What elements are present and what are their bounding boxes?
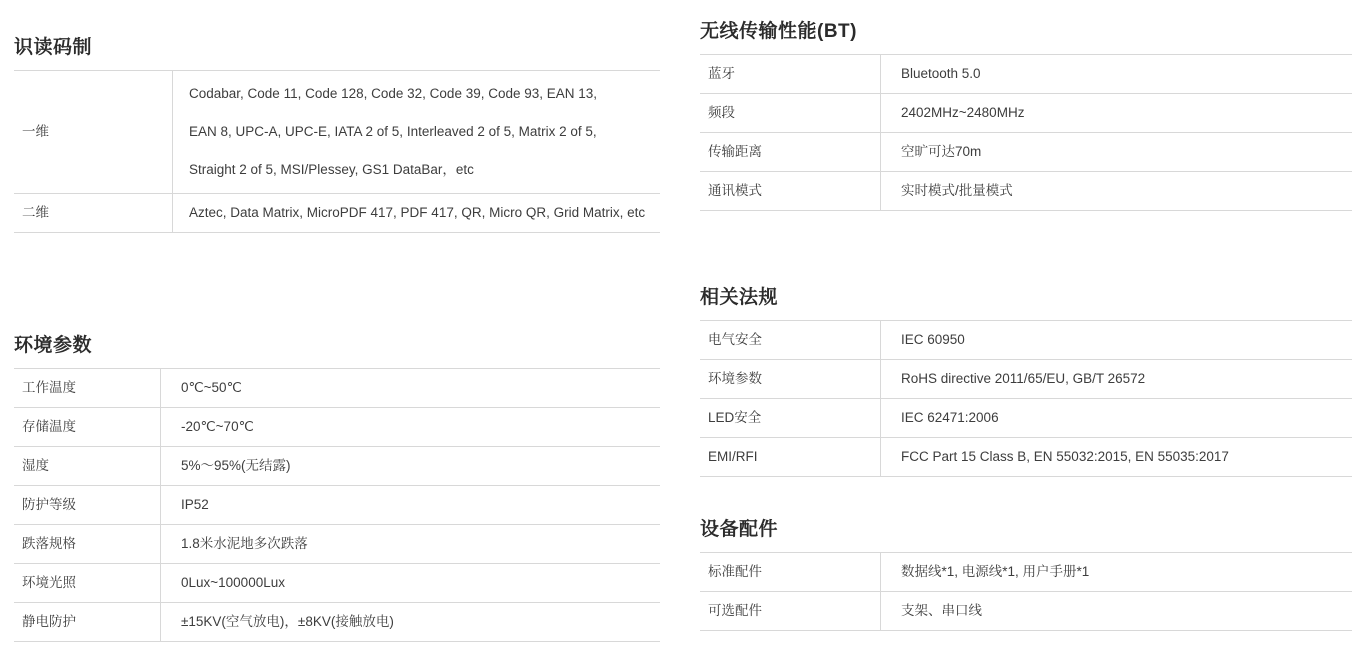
table-row xyxy=(700,172,1352,211)
table-row xyxy=(14,486,660,525)
row-value: 2402MHz~2480MHz xyxy=(881,94,1353,133)
row-value: FCC Part 15 Class B, EN 55032:2015, EN 55035:2017 xyxy=(881,438,1353,477)
row-key: 通讯模式 xyxy=(700,172,881,211)
section-regulations xyxy=(700,286,1352,477)
row-value: IP52 xyxy=(161,486,661,525)
row-value: Bluetooth 5.0 xyxy=(881,55,1353,94)
table-row xyxy=(14,603,660,642)
section-environment xyxy=(14,334,660,642)
row-value: IEC 62471:2006 xyxy=(881,399,1353,438)
row-key: 一维 xyxy=(14,71,173,194)
table-row xyxy=(700,592,1352,631)
row-key: 环境参数 xyxy=(700,360,881,399)
row-key: LED安全 xyxy=(700,399,881,438)
table-barcode-symbologies xyxy=(14,70,660,233)
section-title-wireless-bt: 无线传输性能(BT) xyxy=(700,21,857,42)
section-accessories xyxy=(700,518,1352,631)
table-row xyxy=(14,71,660,194)
table-environment xyxy=(14,368,660,642)
row-value: 0℃~50℃ xyxy=(161,369,661,408)
row-key: 二维 xyxy=(14,194,173,233)
row-value: 5%～95%(无结露) xyxy=(161,447,661,486)
section-title-environment: 环境参数 xyxy=(14,335,93,356)
table-row xyxy=(700,55,1352,94)
row-key: 传输距离 xyxy=(700,133,881,172)
row-value-line: EAN 8, UPC-A, UPC-E, IATA 2 of 5, Interleaved 2 of 5, Matrix 2 of 5, xyxy=(189,124,597,139)
row-value-line: Codabar, Code 11, Code 128, Code 32, Code 39, Code 93, EAN 13, xyxy=(189,86,598,101)
row-value: 数据线*1, 电源线*1, 用户手册*1 xyxy=(881,553,1353,592)
table-wireless-bt xyxy=(700,54,1352,211)
row-value: IEC 60950 xyxy=(881,321,1353,360)
section-barcode-symbologies xyxy=(14,36,660,233)
table-row xyxy=(14,564,660,603)
row-value xyxy=(173,71,661,194)
row-key: 电气安全 xyxy=(700,321,881,360)
row-key: EMI/RFI xyxy=(700,438,881,477)
row-key: 工作温度 xyxy=(14,369,161,408)
table-row xyxy=(700,360,1352,399)
row-value: 空旷可达70m xyxy=(881,133,1353,172)
row-key: 防护等级 xyxy=(14,486,161,525)
table-row xyxy=(14,408,660,447)
row-value-line: Straight 2 of 5, MSI/Plessey, GS1 DataBar，etc xyxy=(189,162,474,177)
table-row xyxy=(700,553,1352,592)
row-key: 可选配件 xyxy=(700,592,881,631)
table-row xyxy=(700,399,1352,438)
row-value: ±15KV(空气放电)，±8KV(接触放电) xyxy=(161,603,661,642)
table-row xyxy=(700,438,1352,477)
row-key: 存储温度 xyxy=(14,408,161,447)
row-value: Aztec, Data Matrix, MicroPDF 417, PDF 417, QR, Micro QR, Grid Matrix, etc xyxy=(173,194,661,233)
row-key: 跌落规格 xyxy=(14,525,161,564)
row-value: 支架、串口线 xyxy=(881,592,1353,631)
table-row xyxy=(700,321,1352,360)
table-row xyxy=(14,369,660,408)
row-value: 0Lux~100000Lux xyxy=(161,564,661,603)
row-value: 实时模式/批量模式 xyxy=(881,172,1353,211)
row-value: -20℃~70℃ xyxy=(161,408,661,447)
table-accessories xyxy=(700,552,1352,631)
row-key: 湿度 xyxy=(14,447,161,486)
row-value: RoHS directive 2011/65/EU, GB/T 26572 xyxy=(881,360,1353,399)
table-row xyxy=(700,94,1352,133)
row-key: 频段 xyxy=(700,94,881,133)
section-title-barcode-symbologies: 识读码制 xyxy=(14,37,93,58)
section-title-regulations: 相关法规 xyxy=(700,287,779,308)
section-title-accessories: 设备配件 xyxy=(700,519,779,540)
row-key: 静电防护 xyxy=(14,603,161,642)
row-key: 环境光照 xyxy=(14,564,161,603)
table-row xyxy=(14,525,660,564)
table-row xyxy=(14,194,660,233)
row-key: 蓝牙 xyxy=(700,55,881,94)
table-row xyxy=(14,447,660,486)
section-wireless-bt xyxy=(700,20,1352,211)
row-value: 1.8米水泥地多次跌落 xyxy=(161,525,661,564)
row-key: 标准配件 xyxy=(700,553,881,592)
table-regulations xyxy=(700,320,1352,477)
table-row xyxy=(700,133,1352,172)
